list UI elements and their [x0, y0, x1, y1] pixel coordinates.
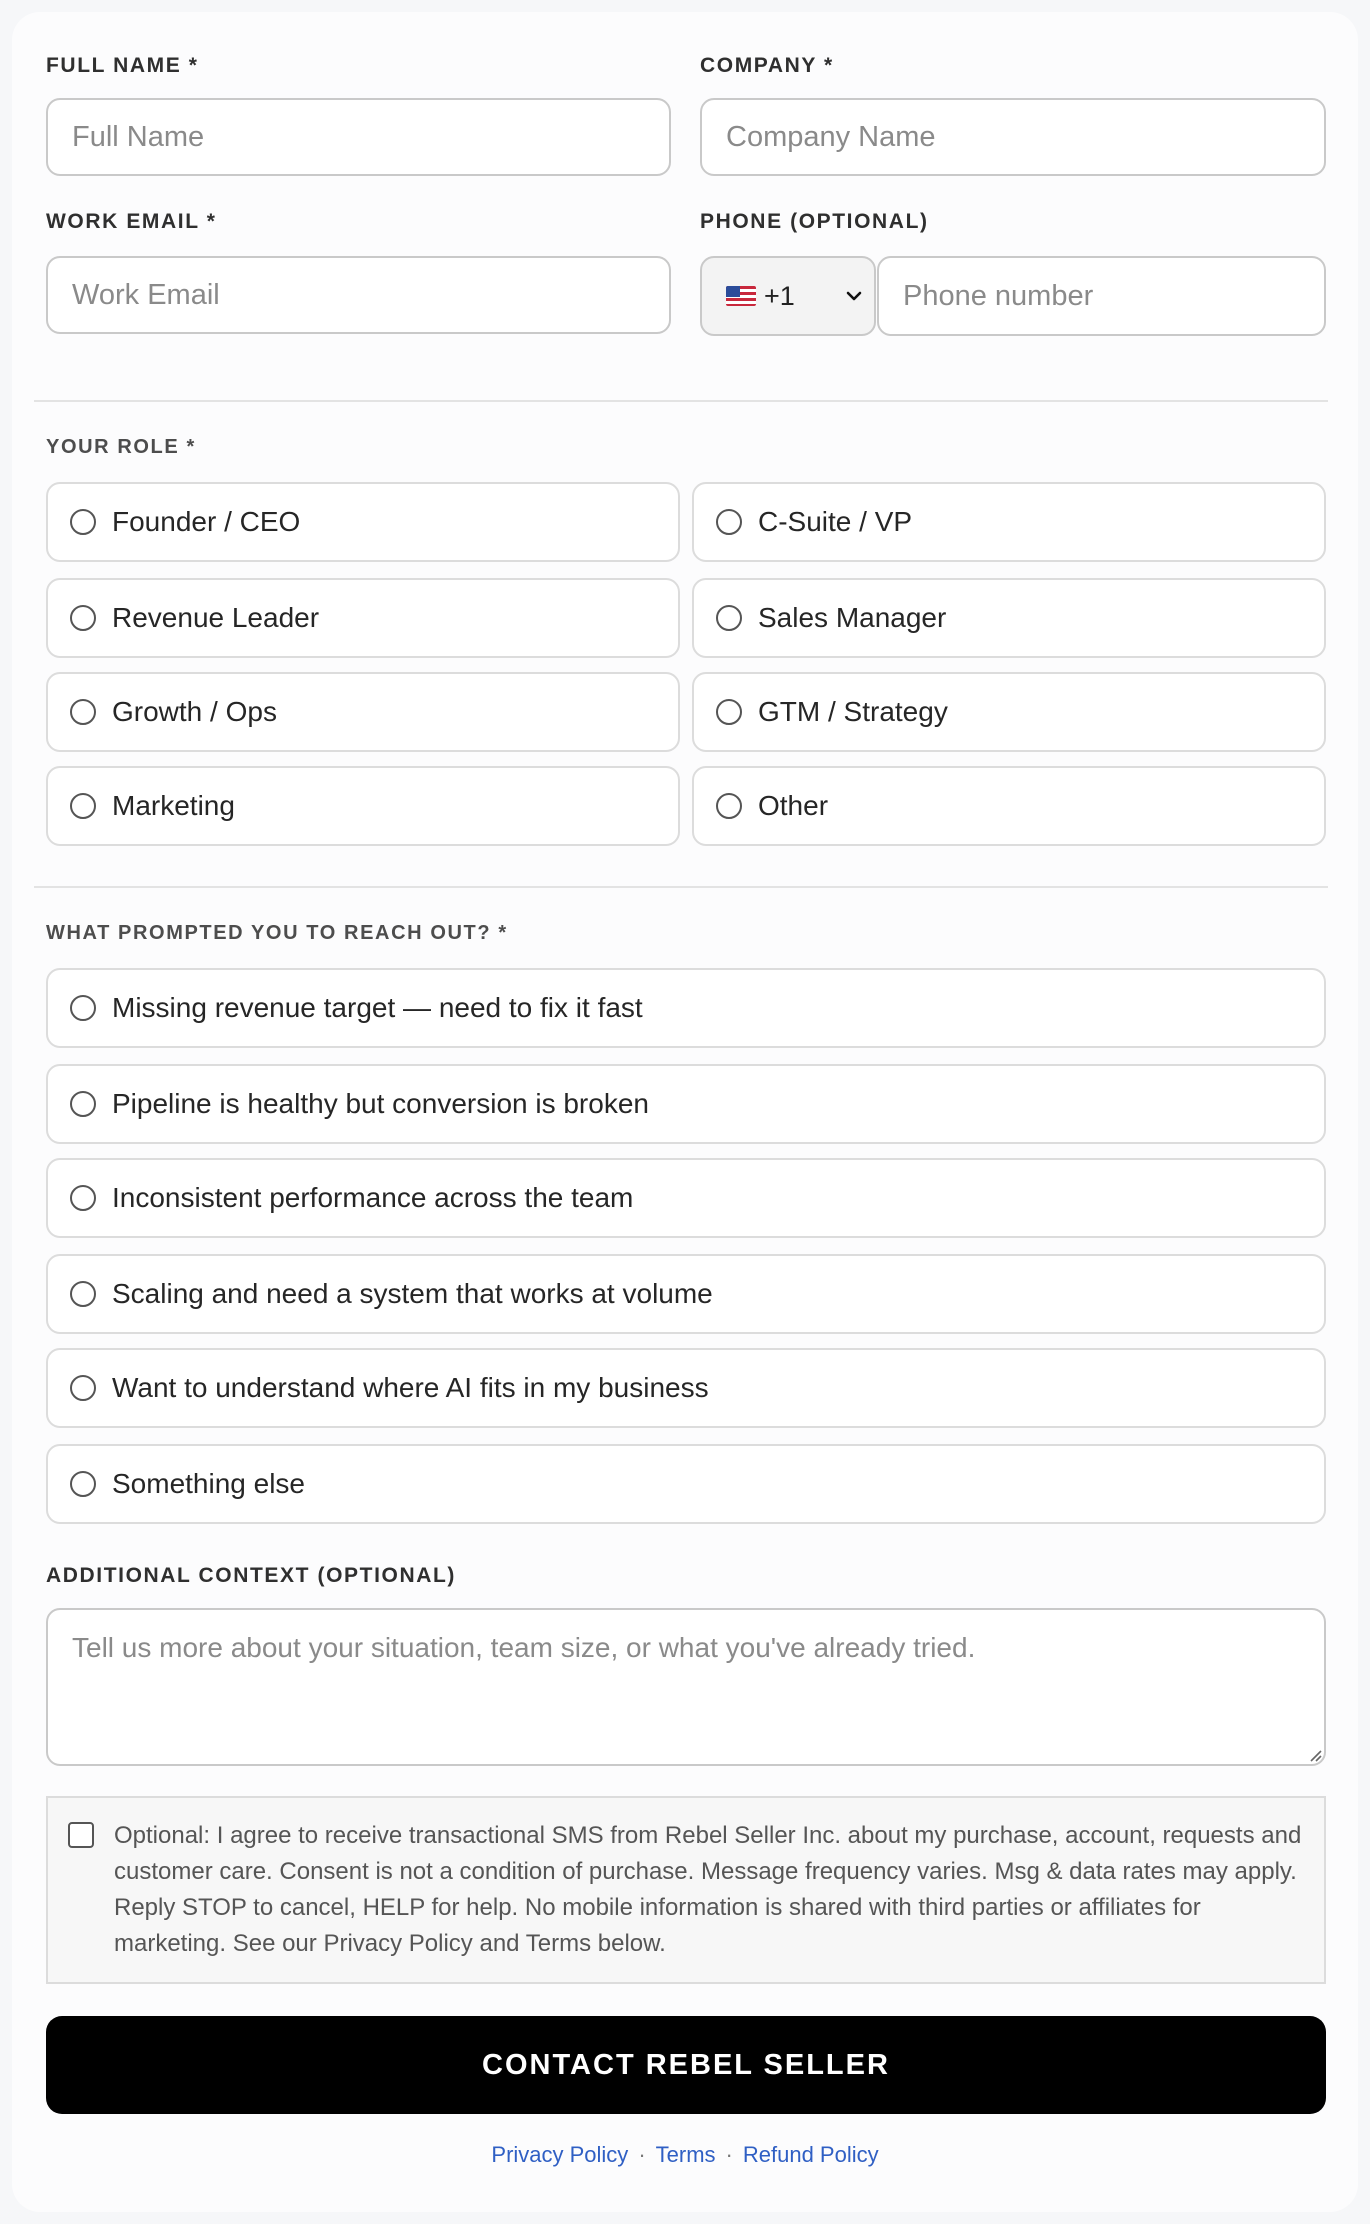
phone-input[interactable]	[877, 256, 1326, 336]
role-option-label: Marketing	[112, 790, 235, 821]
footer-links	[0, 2142, 1370, 2168]
radio-button[interactable]	[70, 793, 96, 819]
radio-button[interactable]	[70, 699, 96, 725]
prompt-option-label: Want to understand where AI fits in my business	[112, 1372, 709, 1403]
radio-button[interactable]	[716, 793, 742, 819]
prompt-option[interactable]	[46, 1158, 1326, 1238]
work-email-input[interactable]	[46, 256, 671, 334]
role-option-label: Sales Manager	[758, 602, 947, 633]
role-label: YOUR ROLE *	[46, 436, 196, 458]
prompt-label: WHAT PROMPTED YOU TO REACH OUT? *	[46, 922, 508, 944]
footer-separator: ·	[638, 2142, 646, 2167]
radio-button[interactable]	[716, 699, 742, 725]
prompt-option-label: Missing revenue target — need to fix it fast	[112, 992, 643, 1023]
role-option-founder[interactable]	[46, 482, 680, 562]
work-email-label: WORK EMAIL *	[46, 210, 217, 233]
prompt-option-label: Inconsistent performance across the team	[112, 1182, 634, 1213]
radio-button[interactable]	[70, 1091, 96, 1117]
radio-button[interactable]	[70, 1471, 96, 1497]
resize-handle-icon[interactable]	[1308, 1748, 1322, 1762]
section-divider	[34, 400, 1328, 402]
context-label: ADDITIONAL CONTEXT (OPTIONAL)	[46, 1564, 456, 1587]
terms-link[interactable]: Terms	[655, 2142, 716, 2167]
prompt-option-label: Something else	[112, 1468, 306, 1499]
full-name-input[interactable]	[46, 98, 671, 176]
footer-separator: ·	[725, 2142, 733, 2167]
radio-button[interactable]	[70, 605, 96, 631]
prompt-option[interactable]	[46, 1064, 1326, 1144]
company-label: COMPANY *	[700, 54, 834, 77]
radio-button[interactable]	[716, 509, 742, 535]
context-textarea[interactable]	[46, 1608, 1326, 1766]
role-option-marketing[interactable]	[46, 766, 680, 846]
company-input[interactable]	[700, 98, 1326, 176]
role-option-label: C-Suite / VP	[758, 506, 913, 537]
role-option-growth-ops[interactable]	[46, 672, 680, 752]
radio-button[interactable]	[70, 1185, 96, 1211]
role-option-sales-manager[interactable]	[692, 578, 1326, 658]
radio-button[interactable]	[70, 995, 96, 1021]
radio-button[interactable]	[70, 1375, 96, 1401]
role-option-label: GTM / Strategy	[758, 696, 948, 727]
sms-consent-checkbox[interactable]	[68, 1822, 94, 1848]
role-option-label: Founder / CEO	[112, 506, 301, 537]
us-flag-icon	[726, 286, 756, 306]
country-code-select[interactable]	[700, 256, 876, 336]
radio-button[interactable]	[70, 1281, 96, 1307]
role-option-label: Growth / Ops	[112, 696, 277, 727]
full-name-label: FULL NAME *	[46, 54, 199, 77]
role-option-label: Other	[758, 790, 829, 821]
role-option-csuite[interactable]	[692, 482, 1326, 562]
radio-button[interactable]	[70, 509, 96, 535]
prompt-option-label: Scaling and need a system that works at volume	[112, 1278, 713, 1309]
prompt-option[interactable]	[46, 1348, 1326, 1428]
sms-consent-text: Optional: I agree to receive transactional SMS from Rebel Seller Inc. about my purchase, account, requests and customer care. Consent is not a condition of purchase. Message frequency varies. Msg & data rates may apply. Reply STOP to cancel, HELP for help. No mobile information is shared with third parties or affiliates for marketing. See our Privacy Policy and Terms below.	[114, 1822, 1302, 1957]
role-option-other[interactable]	[692, 766, 1326, 846]
prompt-option[interactable]	[46, 1254, 1326, 1334]
country-code-value: +1	[764, 280, 795, 311]
privacy-policy-link[interactable]: Privacy Policy	[491, 2142, 629, 2167]
sms-consent-box	[46, 1796, 1326, 1984]
role-option-revenue-leader[interactable]	[46, 578, 680, 658]
refund-policy-link[interactable]: Refund Policy	[742, 2142, 879, 2167]
radio-button[interactable]	[716, 605, 742, 631]
role-option-gtm-strategy[interactable]	[692, 672, 1326, 752]
contact-submit-button[interactable]: CONTACT REBEL SELLER	[46, 2016, 1326, 2114]
phone-label: PHONE (OPTIONAL)	[700, 210, 929, 233]
prompt-option[interactable]	[46, 1444, 1326, 1524]
prompt-option-label: Pipeline is healthy but conversion is broken	[112, 1088, 649, 1119]
role-option-label: Revenue Leader	[112, 602, 320, 633]
section-divider	[34, 886, 1328, 888]
prompt-option[interactable]	[46, 968, 1326, 1048]
chevron-down-icon	[846, 288, 862, 304]
